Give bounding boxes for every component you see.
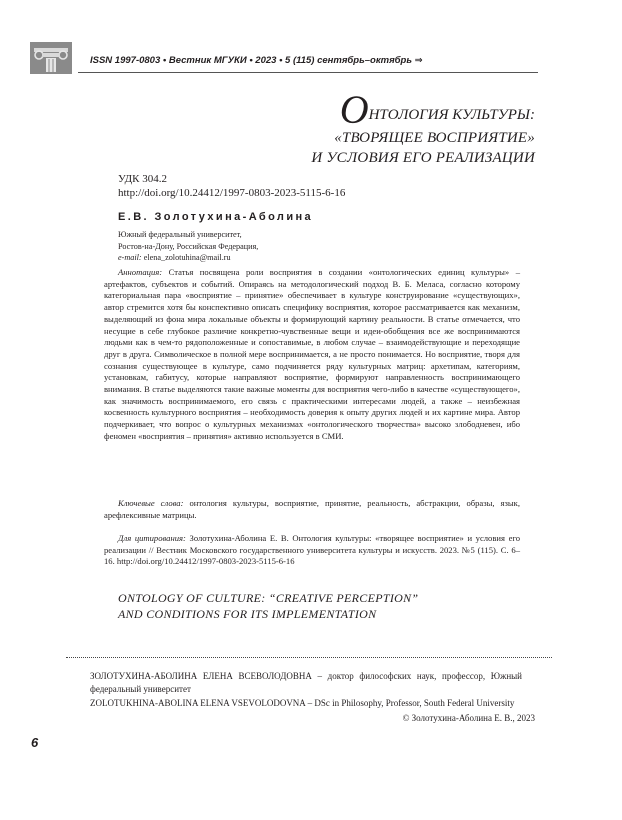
header-rule <box>78 72 538 73</box>
abstract-text: Статья посвящена роли восприятия в создании «онтологических единиц культуры» – артефактов, субъектов и событий. Опираясь на методологический подход В. Б. Меласа, согласно которому категориальная пара «восприятие – принятие» обеспечивает в культуре конструирование «существующих», автор стремится хотя бы конспективно описать специфику восприятия, которое рассматривается как механизм, выделяющий из фона мира локальные объекты и формирующий картину реальности. В статье отмечается, что несущие в себе глубокое различие конкретно-чувственные вещи и идеи-обобщения все же воспринимаются людьми как в чем-то рядоположенные и сопоставимые, в любом случае – взаимодействующие и переходящие друг в друга. Символическое в полной мере воспринимается, а не просто понимается. Но восприятие, творя для сознания существующее в культуре, само подчиняется ряду культурных матриц: архетипам, категориям, установкам, габитусу, которые направляют восприятие, формируют направленность воспринимающего внимания. В статье выделяются такие важные моменты для восприятия чего-либо в качестве «существующего», как значимость воспринимаемого, его связь с практическими интересами людей, а также – неизбежная косвенность культурного восприятия – необходимость доверия к опыту других людей и их картине мира. Автор подчеркивает, что вопрос о культурных механизмах «онтологического творчества» высоко злободневен, ибо феномен «восприятия – принятия» активно используется в СМИ. <box>104 267 520 441</box>
title-initial: О <box>339 87 369 132</box>
page-number: 6 <box>31 735 39 750</box>
dotted-separator <box>66 657 552 658</box>
abstract <box>104 267 520 443</box>
english-title-line-2: AND CONDITIONS FOR ITS IMPLEMENTATION <box>118 607 377 621</box>
affiliation-university: Южный федеральный университет, <box>118 230 242 239</box>
keywords-text: онтология культуры, восприятие, принятие, реальность, абстракции, образы, язык, арефлексивные матрицы. <box>104 498 520 520</box>
title-line-3: И УСЛОВИЯ ЕГО РЕАЛИЗАЦИИ <box>311 150 535 166</box>
doi-link[interactable]: http://doi.org/10.24412/1997-0803-2023-5115-6-16 <box>118 187 346 199</box>
citation-label: Для цитирования: <box>118 533 186 543</box>
article-title <box>311 87 535 168</box>
citation-text: Золотухина-Аболина Е. В. Онтология культуры: «творящее восприятие» и условия его реализации // Вестник Московского государственного университета культуры и искусств. 2023. №5 (115). С. 6–16. http://doi.org/10.24412/1997-0803-2023-5115-6-16 <box>104 533 520 567</box>
email-label: e-mail: <box>118 253 142 262</box>
english-title-line-1: ONTOLOGY OF CULTURE: “CREATIVE PERCEPTION” <box>118 591 419 605</box>
citation <box>104 533 520 568</box>
author-affiliation <box>118 229 258 264</box>
author-name: Е.В. Золотухина-Аболина <box>118 211 314 223</box>
author-email[interactable]: elena_zolotuhina@mail.ru <box>143 253 231 262</box>
column-capital-icon <box>30 42 72 74</box>
title-line-1: НТОЛОГИЯ КУЛЬТУРЫ: <box>368 107 535 123</box>
author-bio-ru: ЗОЛОТУХИНА-АБОЛИНА ЕЛЕНА ВСЕВОЛОДОВНА – доктор философских наук, профессор, Южный федеральный университет <box>90 671 522 694</box>
keywords-label: Ключевые слова: <box>118 498 184 508</box>
title-line-2: «ТВОРЯЩЕЕ ВОСПРИЯТИЕ» <box>334 130 535 146</box>
udk-block <box>118 172 345 200</box>
author-bio-en: ZOLOTUKHINA-ABOLINA ELENA VSEVOLODOVNA – DSc in Philosophy, Professor, South Federal University <box>90 698 515 708</box>
keywords <box>104 498 520 521</box>
copyright: © Золотухина-Аболина Е. В., 2023 <box>402 713 535 723</box>
affiliation-city: Ростов-на-Дону, Российская Федерация, <box>118 241 259 251</box>
english-title <box>118 590 418 622</box>
udk-code: УДК 304.2 <box>118 173 168 185</box>
journal-header: ISSN 1997-0803 • Вестник МГУКИ • 2023 • 5 (115) сентябрь–октябрь ⇒ <box>90 55 423 66</box>
abstract-label: Аннотация: <box>118 267 163 277</box>
